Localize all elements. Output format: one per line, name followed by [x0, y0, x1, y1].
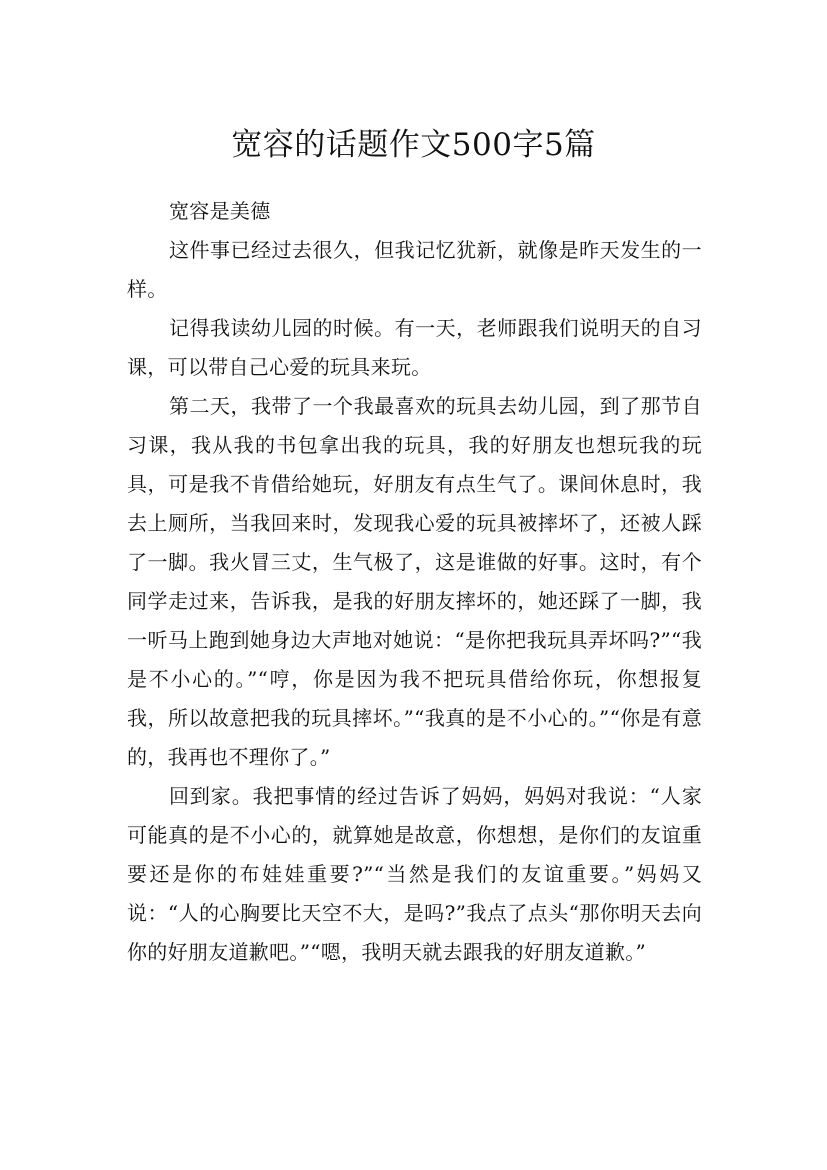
document-body: [127, 192, 702, 972]
paragraph: 第二天，我带了一个我最喜欢的玩具去幼儿园，到了那节自习课，我从我的书包拿出我的玩具，我的好朋友也想玩我的玩具，可是我不肯借给她玩，好朋友有点生气了。课间休息时，我去上厕所，当我回来时，发现我心爱的玩具被摔坏了，还被人踩了一脚。我火冒三丈，生气极了，这是谁做的好事。这时，有个同学走过来，告诉我，是我的好朋友摔坏的，她还踩了一脚，我一听马上跑到她身边大声地对她说：“是你把我玩具弄坏吗?”“我是不小心的。”“哼，你是因为我不把玩具借给你玩，你想报复我，所以故意把我的玩具摔坏。”“我真的是不小心的。”“你是有意的，我再也不理你了。”: [127, 394, 702, 769]
document-title: 宽容的话题作文500字5篇: [231, 126, 596, 163]
paragraph: 这件事已经过去很久，但我记忆犹新，就像是昨天发生的一样。: [127, 238, 702, 301]
paragraph: 记得我读幼儿园的时候。有一天，老师跟我们说明天的自习课，可以带自己心爱的玩具来玩。: [127, 316, 702, 379]
paragraph-heading: 宽容是美德: [169, 199, 271, 223]
paragraph: 回到家。我把事情的经过告诉了妈妈，妈妈对我说：“人家可能真的是不小心的，就算她是故意，你想想，是你们的友谊重要还是你的布娃娃重要?”“当然是我们的友谊重要。”妈妈又说：“人的心胸要比天空不大，是吗?”我点了点头“那你明天去向你的好朋友道歉吧。”“嗯，我明天就去跟我的好朋友道歉。”: [127, 784, 702, 964]
